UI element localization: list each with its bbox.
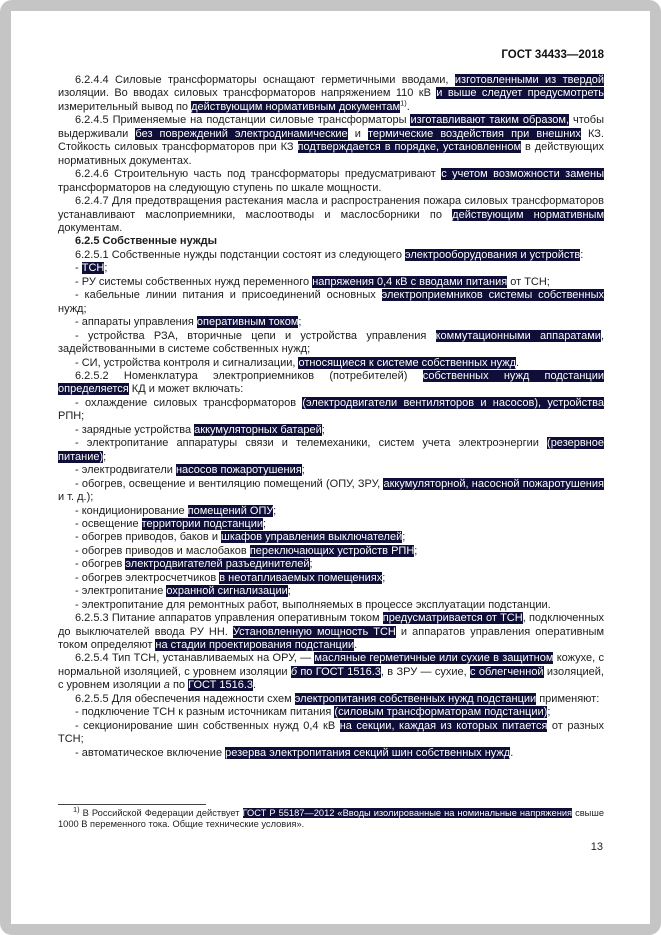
text-segment: - электропитание аппаратуры связи и телемеханики, систем учета электроэнергии [75,437,548,450]
text-segment: - электропитание для ремонтных работ, выполняемых в процессе эксплуатации подстанции. [75,598,551,611]
text-segment: - кондиционирование [75,504,188,517]
text-segment: - освещение [75,517,142,530]
paragraph [58,357,604,370]
text-segment: 6.2.5.2 Номенклатура электроприемников (потребителей) [75,369,423,382]
paragraph [58,612,604,652]
text-segment: - охлаждение силовых трансформаторов [75,396,303,409]
text-segment: . [510,746,514,759]
highlighted-text: (резервное питание) [58,437,604,463]
text-segment: ; [382,571,386,584]
highlighted-text: собственных нужд подстанции определяется [58,369,604,396]
text-segment: по [169,679,189,692]
highlighted-text: изготовленными из твердой [454,74,605,86]
text-segment: КЗ. Стойкость силовых трансформаторов при КЗ [58,127,604,154]
text-segment: - аппараты управления [75,316,197,329]
text-segment: 6.2.4.4 Силовые трансформаторы оснащают герметичными вводами, [75,74,455,86]
text-segment: документам. [58,221,123,234]
highlighted-text: на стадии проектирования подстанции [155,639,355,652]
paragraph [58,276,604,289]
highlighted-text: насосов пожаротушения [175,464,302,477]
text-segment: свыше 1000 В переменного тока. Общие технические условия». [58,808,604,830]
text-segment: в действующих нормативных документах. [58,141,605,167]
highlighted-text: в неотапливаемых помещениях [219,571,383,584]
text-segment: от разных ТСН; [58,719,604,746]
paragraph [58,437,604,464]
text-segment: - РУ системы собственных нужд переменного [75,275,313,288]
paragraph [58,370,604,397]
paragraph [58,195,604,235]
text-segment: - электропитание [75,585,167,598]
text-segment: чтобы выдерживали [58,114,604,140]
document-page [11,11,650,924]
highlighted-text: (электродвигатели вентиляторов и насосов), устройства [302,396,605,409]
highlighted-text: резерва электропитания секций шин собственных нужд [225,746,511,759]
text-segment: - зарядные устройства [75,423,195,436]
text-segment: - устройства РЗА, вторичные цепи и устройства управления [75,329,436,342]
paragraph [58,558,604,571]
text-segment: - подключение ТСН к разным источникам питания [75,706,335,719]
text-segment: - обогрев [75,558,126,571]
text-segment: ; [298,316,302,329]
text-segment: - обогрев, освещение и вентиляцию помещений (ОПУ, ЗРУ, [75,477,384,490]
highlighted-text: относящиеся к системе собственных нужд [298,356,517,369]
paragraph [58,249,604,262]
paragraph [58,747,604,760]
highlighted-text: оперативным током [196,316,299,329]
paragraph [58,114,604,168]
highlighted-text: на секции, каждая из которых питается [339,719,548,732]
text-segment: измерительный вывод по [58,100,192,113]
text-segment: - кабельные линии питания и присоединений основных [75,289,382,302]
text-segment: . [354,639,358,652]
text-segment: а [163,679,170,692]
paragraph [58,599,604,612]
text-segment: 6.2.5.3 Питание аппаратов управления оперативным током [75,612,383,625]
section-heading [58,235,604,248]
highlighted-text: масляные герметичные или сухие в защитном [314,652,554,665]
text-segment: В Российской Федерации действует [79,808,243,818]
highlighted-text: ГОСТ 1516.3 [188,679,254,692]
page-content [58,49,604,760]
text-segment: ; [309,558,313,571]
text-segment: РПН; [58,410,85,423]
text-segment: 1) [400,98,407,108]
paragraph [58,585,604,598]
footnote-divider [58,804,206,805]
document-code-header: ГОСТ 34433—2018 [501,49,604,61]
paragraph [58,74,604,114]
paragraph [58,397,604,424]
highlighted-text: охранной сигнализации [166,585,288,598]
paragraph [58,478,604,505]
highlighted-text: электродвигателей разъединителей [125,558,310,571]
highlighted-text: с учетом возможности замены [441,168,604,181]
text-segment: ; [104,262,108,275]
highlighted-text: действующим нормативным документам [191,100,401,113]
text-segment: ; [414,544,418,557]
paragraph [58,693,604,706]
text-segment: : [580,248,584,261]
text-segment: - обогрев приводов и маслобаков [75,544,250,557]
text-segment: ; [301,464,305,477]
highlighted-text: территории подстанции [141,517,263,530]
highlighted-text: ГОСТ Р 55187—2012 «Вводы изолированные на номинальные напряжения [242,808,573,818]
paragraph [58,518,604,531]
text-segment: применяют: [536,692,600,705]
highlighted-text: аккумуляторных батарей [194,423,322,436]
paragraph [58,168,604,195]
highlighted-text: ТСН [81,262,105,275]
highlighted-text: помещений ОПУ [187,504,274,517]
text-segment: , подключенных до выключателей ввода РУ НН. [58,612,604,638]
highlighted-text: (силовым трансформаторам подстанции) [334,706,548,719]
document-body [58,74,604,760]
footnote-text [58,804,604,831]
paragraph [58,572,604,585]
paragraph [58,289,604,316]
text-segment: 6.2.5.4 Тип ТСН, устанавливаемых на ОРУ, — [75,652,315,665]
text-segment: . [406,100,410,113]
footnote-block [58,804,604,831]
text-segment: - обогрев электросчетчиков [75,571,220,584]
highlighted-text: электропитания собственных нужд подстанции [294,692,537,705]
text-segment: - автоматическое включение [75,746,226,759]
highlighted-text: действующим нормативным [452,208,605,221]
text-segment: - электродвигатели [75,464,176,477]
text-segment: трансформаторов на следующую ступень по шкале мощности. [58,181,382,194]
paragraph [58,424,604,437]
highlighted-text: по ГОСТ 1516.3 [297,665,381,678]
text-segment: , задействованными в системе собственных нужд; [58,329,604,356]
paragraph [58,720,604,747]
text-segment: 6.2.4.6 Строительную часть под трансформаторы предусматривают [75,168,442,181]
highlighted-text: аккумуляторной, насосной пожаротушения [383,477,604,490]
text-segment: изоляции. Во вводах силовых трансформаторов напряжением 110 кВ [58,87,437,100]
highlighted-text: Установленную мощность ТСН [232,625,396,638]
text-segment: ; [321,423,325,436]
highlighted-text: без повреждений электродинамические [135,127,348,140]
text-segment: - [75,262,82,275]
highlighted-text: шкафов управления выключателей [221,531,403,544]
highlighted-text: электрооборудования и устройств [405,248,581,261]
text-segment: 6.2.5 Собственные нужды [75,235,218,248]
paragraph [58,652,604,692]
text-segment: . [253,679,257,692]
paragraph [58,464,604,477]
text-segment: 6.2.4.5 Применяемые на подстанции силовые трансформаторы [75,114,411,127]
paragraph [58,706,604,719]
highlighted-text: и выше следует предусмотреть [436,87,604,100]
highlighted-text: термические воздействия при внешних [367,127,581,140]
highlighted-text: предусматривается от ТСН [382,612,523,625]
text-segment: от ТСН; [507,275,550,288]
text-segment: нужд; [58,302,87,315]
text-segment: и [347,127,368,140]
highlighted-text: напряжения 0,4 кВ с вводами питания [312,275,508,288]
text-segment: изоляцией, с уровнем изоляции [58,665,604,692]
text-segment: 6.2.5.1 Собственные нужды подстанции состоят из следующего [75,248,405,261]
paragraph [58,545,604,558]
paragraph [58,330,604,357]
text-segment: ; [273,504,277,517]
text-segment: . [516,356,520,369]
text-segment: ; [103,450,107,463]
highlighted-text: подтверждается в порядке, установленном [297,141,522,154]
text-segment: ; [262,517,267,530]
text-segment: , в ЗРУ — сухие, [380,665,471,678]
paragraph [58,316,604,329]
paragraph [58,505,604,518]
text-segment: ; [287,585,291,598]
text-segment: и аппаратов управления оперативным током определяют [58,625,605,652]
highlighted-text: изготавливают таким образом, [410,114,570,127]
text-segment: ; [547,706,551,719]
highlighted-text: коммутационными аппаратами [435,329,601,342]
paragraph [58,531,604,544]
text-segment: 6.2.4.7 Для предотвращения растекания масла и распространения пожара силовых трансформаторов устанавливают маслоприемники, маслоотводы и маслосборники по [58,195,604,221]
text-segment: КД и может включать: [128,383,244,396]
text-segment: кожухе, с нормальной изоляцией, с уровнем изоляции [58,652,605,678]
highlighted-text: переключающих устройств РПН [249,544,415,557]
highlighted-text: электроприемников системы собственных [381,289,604,302]
text-segment: - секционирование шин собственных нужд 0,4 кВ [75,719,340,732]
highlighted-text: б [290,665,298,678]
text-segment: и т. д.); [58,491,94,504]
highlighted-text: с облегченной [470,665,544,678]
page-number: 13 [590,841,603,853]
paragraph [58,262,604,275]
text-segment: - обогрев приводов, баков и [75,531,222,544]
text-segment: - СИ, устройства контроля и сигнализации, [75,356,299,369]
text-segment: 6.2.5.5 Для обеспечения надежности схем [75,692,295,705]
text-segment: ; [402,531,406,544]
text-segment: 1) [73,804,80,814]
